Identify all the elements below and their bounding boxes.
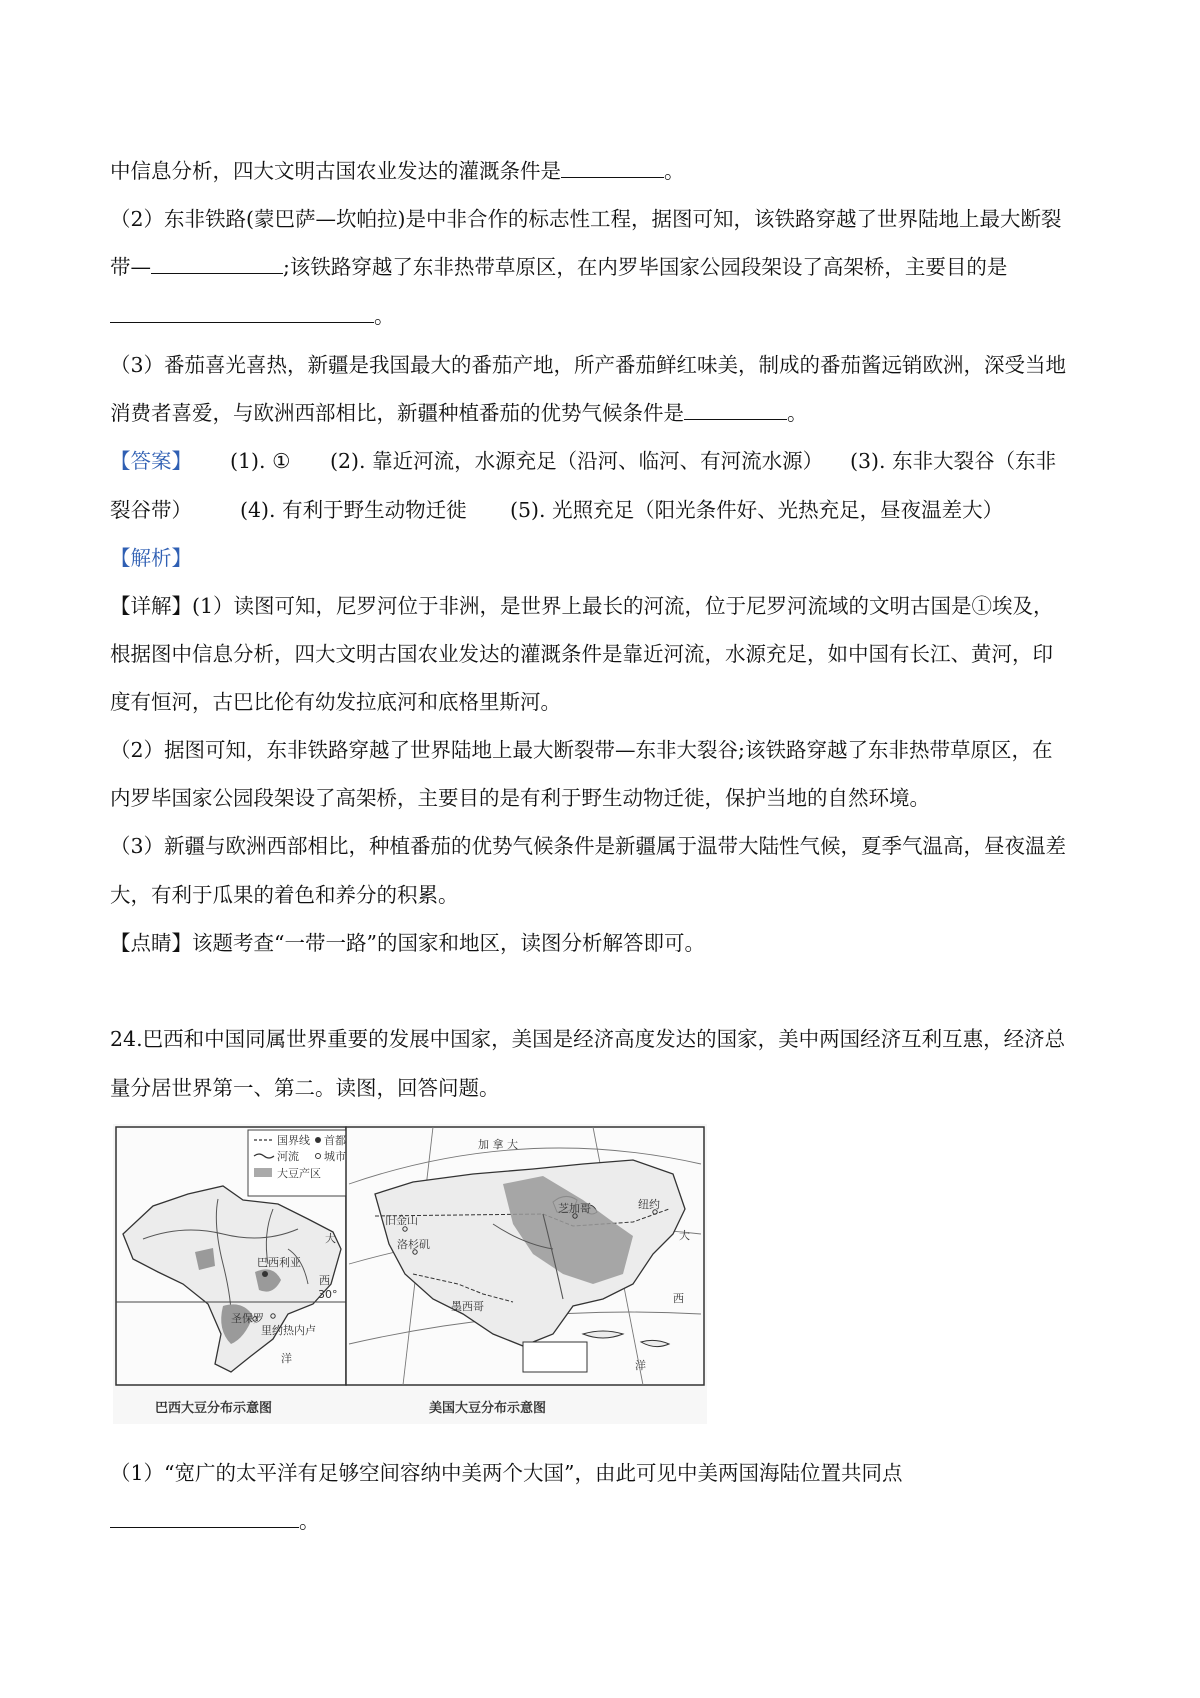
- analysis-detail-1b: 根据图中信息分析，四大文明古国农业发达的灌溉条件是靠近河流，水源充足，如中国有长江、黄河，印: [110, 642, 1053, 666]
- q23-p3-line2: 消费者喜爱，与欧洲西部相比，新疆种植番茄的优势气候条件是 。: [110, 401, 808, 425]
- ocean-label: 洋: [281, 1352, 292, 1365]
- q23-p2-line3: 。: [110, 303, 395, 329]
- analysis-detail-1a: 【详解】(1）读图可知，尼罗河位于非洲，是世界上最长的河流，位于尼罗河流域的文明古国是①埃及，: [110, 594, 1054, 618]
- us-city-label: 洛杉矶: [397, 1238, 430, 1251]
- answer-line1: [110, 448, 1056, 474]
- answer-blank: [561, 159, 664, 178]
- answer-1: (1). ①: [230, 449, 291, 473]
- brazil-map-caption: 巴西大豆分布示意图: [155, 1401, 273, 1416]
- answer-label: 【答案】: [110, 449, 192, 473]
- q23-p2-line2: 带— ;该铁路穿越了东非热带草原区，在内罗毕国家公园段架设了高架桥，主要目的是: [110, 255, 1008, 279]
- ocean-label: 大: [679, 1229, 690, 1242]
- usa-map: [346, 1127, 704, 1385]
- ocean-label: 西: [319, 1274, 330, 1287]
- q23-p2-line1: （2）东非铁路(蒙巴萨—坎帕拉)是中非合作的标志性工程，据图可知，该铁路穿越了世界陆地上最大断裂: [110, 207, 1062, 231]
- brazil-city-label: 里约热内卢: [261, 1324, 316, 1337]
- analysis-detail-2a: （2）据图可知，东非铁路穿越了世界陆地上最大断裂带—东非大裂谷;该铁路穿越了东非热带草原区，在: [110, 738, 1053, 762]
- legend-capital: 首都: [324, 1134, 346, 1147]
- canada-label: 加 拿 大: [478, 1138, 518, 1151]
- answer-blank: [110, 1509, 299, 1528]
- analysis-detail-1c: 度有恒河，古巴比伦有幼发拉底河和底格里斯河。: [110, 690, 561, 714]
- legend-river: 河流: [277, 1150, 299, 1163]
- brazil-capital-label: 巴西利亚: [257, 1256, 301, 1269]
- mexico-label: 墨西哥: [451, 1300, 484, 1313]
- q24-stem-line1: 24.巴西和中国同属世界重要的发展中国家，美国是经济高度发达的国家，美中两国经济互利互惠，经济总: [110, 1027, 1066, 1051]
- us-city-label: 芝加哥: [558, 1202, 591, 1215]
- answer-blank: [110, 304, 374, 323]
- analysis-detail-3a: （3）新疆与欧洲西部相比，种植番茄的优势气候条件是新疆属于温带大陆性气候，夏季气温高，昼夜温差: [110, 834, 1067, 858]
- q23-p3-line1: （3）番茄喜光喜热，新疆是我国最大的番茄产地，所产番茄鲜红味美，制成的番茄酱远销欧洲，深受当地: [110, 353, 1067, 377]
- q24-p1-line1: （1）“宽广的太平洋有足够空间容纳中美两个大国”，由此可见中美两国海陆位置共同点: [110, 1461, 903, 1485]
- analysis-label: 【解析】: [110, 546, 192, 570]
- us-city-label: 旧金山: [385, 1214, 418, 1227]
- analysis-comment: 【点睛】该题考查“一带一路”的国家和地区，读图分析解答即可。: [110, 931, 705, 955]
- answer-5: (5). 光照充足（阳光条件好、光热充足，昼夜温差大）: [510, 498, 1004, 522]
- usa-map-caption: 美国大豆分布示意图: [429, 1401, 547, 1416]
- analysis-detail-2b: 内罗毕国家公园段架设了高架桥，主要目的是有利于野生动物迁徙，保护当地的自然环境。: [110, 786, 930, 810]
- us-city-label: 纽约: [638, 1198, 660, 1211]
- answer-3-cont: 裂谷带）: [110, 498, 192, 522]
- answer-line2: [110, 497, 1003, 523]
- q23-line-irrigation: 中信息分析，四大文明古国农业发达的灌溉条件是 。: [110, 159, 685, 183]
- brazil-map: [116, 1127, 346, 1385]
- ocean-label: 大: [325, 1232, 336, 1245]
- brazil-city-label: 圣保罗: [231, 1312, 264, 1325]
- q24-stem-line2: 量分居世界第一、第二。读图，回答问题。: [110, 1076, 500, 1100]
- answer-4: (4). 有利于野生动物迁徙: [240, 498, 467, 522]
- legend-city: 城市: [324, 1150, 346, 1163]
- legend-soy: 大豆产区: [277, 1167, 321, 1180]
- analysis-detail-3b: 大，有利于瓜果的着色和养分的积累。: [110, 883, 459, 907]
- latitude-label: 30°: [318, 1288, 338, 1301]
- answer-blank: [151, 255, 283, 274]
- legend-border: 国界线: [277, 1134, 310, 1147]
- answer-blank: [684, 401, 787, 420]
- soybean-distribution-figure: [113, 1124, 707, 1424]
- answer-3: (3). 东非大裂谷（东非: [850, 449, 1057, 473]
- ocean-label: 西: [673, 1292, 684, 1305]
- ocean-label: 洋: [635, 1359, 646, 1372]
- answer-2: (2). 靠近河流，水源充足（沿河、临河、有河流水源）: [330, 449, 824, 473]
- q24-p1-line2: 。: [110, 1508, 320, 1534]
